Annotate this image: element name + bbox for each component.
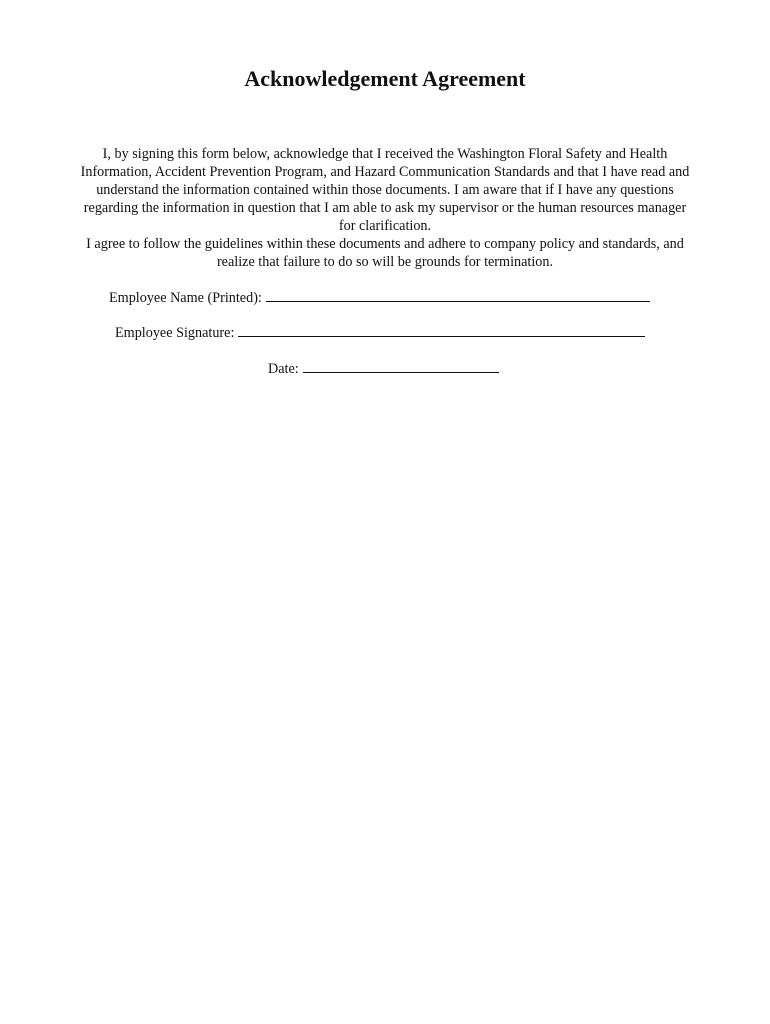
employee-signature-label: Employee Signature: (115, 325, 235, 341)
employee-signature-blank[interactable] (238, 324, 645, 337)
employee-name-field-row (109, 289, 650, 307)
paragraph-line: realize that failure to do so will be grounds for termination. (216, 254, 554, 270)
paragraph-line: regarding the information in question that I am able to ask my supervisor or the human resources manager (83, 200, 687, 216)
employee-signature-field-row (115, 324, 645, 342)
paragraph-line: Information, Accident Prevention Program, and Hazard Communication Standards and that I have read and (80, 164, 690, 180)
acknowledgement-paragraph (40, 145, 730, 271)
paragraph-line: I, by signing this form below, acknowledge that I received the Washington Floral Safety and Health (102, 146, 668, 162)
paragraph-line: understand the information contained within those documents. I am aware that if I have any questions (96, 182, 674, 198)
paragraph-line: for clarification. (338, 218, 432, 234)
date-label: Date: (268, 361, 299, 377)
document-title: Acknowledgement Agreement (244, 66, 526, 91)
employee-name-blank[interactable] (266, 289, 650, 302)
date-blank[interactable] (303, 360, 499, 373)
paragraph-line: I agree to follow the guidelines within these documents and adhere to company policy and standards, and (86, 236, 684, 252)
employee-name-label: Employee Name (Printed): (109, 290, 262, 306)
date-field-row (268, 360, 499, 378)
